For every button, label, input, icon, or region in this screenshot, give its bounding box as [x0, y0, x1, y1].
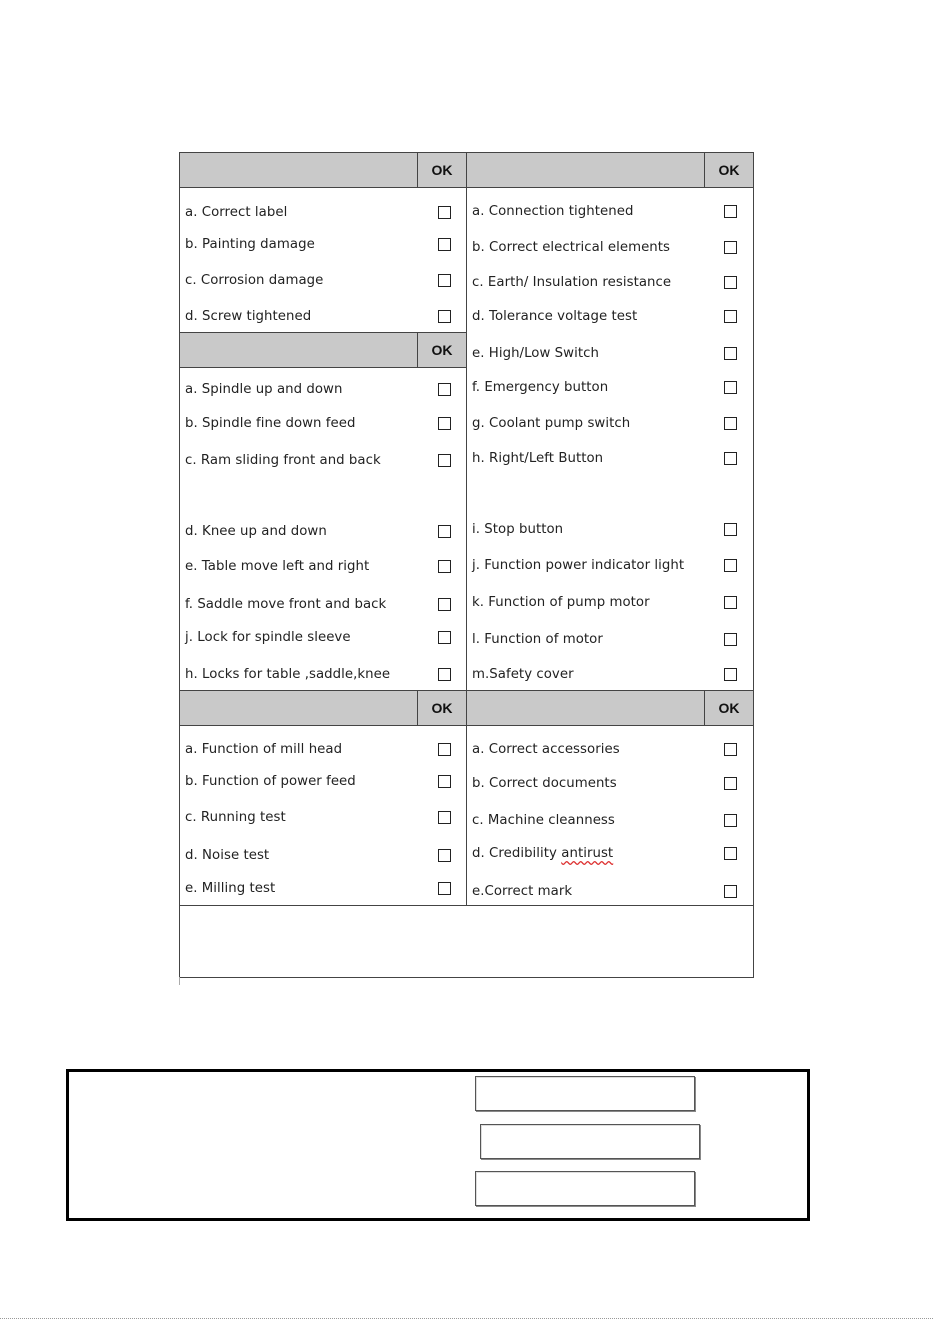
left-column	[180, 153, 467, 905]
ok-checkbox[interactable]	[724, 743, 737, 756]
ok-checkbox[interactable]	[438, 598, 451, 611]
checklist-item	[180, 594, 466, 616]
right-column	[467, 153, 753, 905]
ok-checkbox[interactable]	[724, 559, 737, 572]
ok-checkbox[interactable]	[438, 811, 451, 824]
checklist-item	[180, 664, 466, 686]
ok-checkbox[interactable]	[438, 525, 451, 538]
section-header-right-2	[467, 690, 753, 726]
checklist-item	[180, 556, 466, 578]
checklist-item-label: j. Function power indicator light	[472, 558, 685, 573]
ok-checkbox[interactable]	[438, 417, 451, 430]
checklist-item-label: c. Ram sliding front and back	[185, 453, 381, 468]
checklist-item	[180, 413, 466, 435]
input-field-1[interactable]	[475, 1076, 695, 1111]
checklist-item-label: e. High/Low Switch	[472, 346, 599, 361]
checklist-item	[467, 306, 753, 328]
checklist-item	[467, 629, 753, 651]
checklist-item-label: g. Coolant pump switch	[472, 416, 631, 431]
ok-checkbox[interactable]	[438, 882, 451, 895]
checklist-item	[467, 592, 753, 614]
checklist-item-label: a. Correct accessories	[472, 742, 620, 757]
ok-checkbox[interactable]	[438, 849, 451, 862]
checklist-item-label: a. Function of mill head	[185, 742, 343, 757]
checklist-item-label: i. Stop button	[472, 522, 564, 537]
checklist-item-label: l. Function of motor	[472, 632, 603, 647]
checklist-item-label: d. Screw tightened	[185, 309, 312, 324]
checklist-item-label: e. Table move left and right	[185, 559, 370, 574]
checklist-item	[180, 771, 466, 793]
checklist-item-label: b. Spindle fine down feed	[185, 416, 356, 431]
checklist-item-label: e. Milling test	[185, 881, 276, 896]
checklist-item	[467, 555, 753, 577]
checklist-item	[467, 810, 753, 832]
checklist-item	[180, 845, 466, 867]
ok-checkbox[interactable]	[724, 241, 737, 254]
checklist-item	[180, 878, 466, 900]
ok-checkbox[interactable]	[724, 847, 737, 860]
input-field-2[interactable]	[480, 1124, 700, 1159]
checklist-item-label: b. Function of power feed	[185, 774, 356, 789]
ok-checkbox[interactable]	[724, 668, 737, 681]
checklist-item-label: d. Knee up and down	[185, 524, 327, 539]
signature-box	[66, 1069, 810, 1221]
checklist-item-label: h. Right/Left Button	[472, 451, 604, 466]
ok-checkbox[interactable]	[724, 596, 737, 609]
checklist-item	[467, 664, 753, 686]
ok-checkbox[interactable]	[438, 775, 451, 788]
checklist-item-label: k. Function of pump motor	[472, 595, 650, 610]
checklist-item	[180, 306, 466, 328]
checklist-item	[467, 272, 753, 294]
ok-checkbox[interactable]	[438, 454, 451, 467]
section-header-left-3	[180, 690, 466, 726]
ok-checkbox[interactable]	[724, 347, 737, 360]
checklist-item-label: e.Correct mark	[472, 884, 573, 899]
checklist-item	[180, 521, 466, 543]
checklist-item	[467, 881, 753, 903]
checklist-item-label: m.Safety cover	[472, 667, 574, 682]
checklist-item-label: c. Earth/ Insulation resistance	[472, 275, 672, 290]
label-text: d. Credibility	[472, 846, 562, 861]
ok-column-header: OK	[704, 691, 753, 725]
checklist-table	[179, 152, 754, 978]
page-edge-divider	[0, 1318, 933, 1319]
ok-checkbox[interactable]	[724, 205, 737, 218]
ok-checkbox[interactable]	[438, 310, 451, 323]
checklist-item	[180, 234, 466, 256]
ok-checkbox[interactable]	[724, 523, 737, 536]
checklist-item-label: j. Lock for spindle sleeve	[185, 630, 351, 645]
checklist-item-label: d. Noise test	[185, 848, 270, 863]
checklist-item	[467, 201, 753, 223]
ok-column-header: OK	[704, 153, 753, 187]
checklist-item	[467, 448, 753, 470]
ok-checkbox[interactable]	[438, 238, 451, 251]
ok-checkbox[interactable]	[724, 381, 737, 394]
ok-checkbox[interactable]	[438, 743, 451, 756]
checklist-item-label: a. Connection tightened	[472, 204, 634, 219]
checklist-item-label: a. Correct label	[185, 205, 288, 220]
checklist-item-label: f. Emergency button	[472, 380, 609, 395]
ok-column-header: OK	[417, 333, 466, 367]
checklist-item-label: d. Tolerance voltage test	[472, 309, 638, 324]
checklist-item-label: b. Correct electrical elements	[472, 240, 671, 255]
ok-checkbox[interactable]	[724, 777, 737, 790]
checklist-item-label: c. Machine cleanness	[472, 813, 615, 828]
section-header-left-1	[180, 152, 466, 188]
checklist-item-label: a. Spindle up and down	[185, 382, 343, 397]
spellcheck-word: antirust	[561, 846, 614, 861]
checklist-item	[180, 807, 466, 829]
checklist-item-label	[472, 843, 613, 865]
ok-checkbox[interactable]	[724, 633, 737, 646]
ok-checkbox[interactable]	[438, 274, 451, 287]
ok-checkbox[interactable]	[438, 383, 451, 396]
checklist-item-label: b. Correct documents	[472, 776, 617, 791]
checklist-item	[467, 413, 753, 435]
ok-checkbox[interactable]	[438, 668, 451, 681]
checklist-item-label: h. Locks for table ,saddle,knee	[185, 667, 391, 682]
checklist-item	[467, 843, 753, 865]
input-field-3[interactable]	[475, 1171, 695, 1206]
checklist-item	[180, 739, 466, 761]
margin-mark	[179, 977, 180, 985]
checklist-item	[467, 773, 753, 795]
checklist-item-label: f. Saddle move front and back	[185, 597, 387, 612]
checklist-item	[467, 739, 753, 761]
ok-checkbox[interactable]	[438, 206, 451, 219]
ok-checkbox[interactable]	[438, 631, 451, 644]
section-header-right-1	[467, 152, 753, 188]
checklist-item	[467, 519, 753, 541]
ok-checkbox[interactable]	[724, 452, 737, 465]
checklist-item-label: b. Painting damage	[185, 237, 315, 252]
ok-checkbox[interactable]	[724, 276, 737, 289]
remarks-area[interactable]	[180, 905, 753, 977]
checklist-item-label: c. Running test	[185, 810, 286, 825]
checklist-item	[467, 377, 753, 399]
ok-checkbox[interactable]	[724, 885, 737, 898]
ok-column-header: OK	[417, 153, 466, 187]
checklist-item	[467, 237, 753, 259]
ok-checkbox[interactable]	[724, 417, 737, 430]
ok-checkbox[interactable]	[724, 814, 737, 827]
checklist-item	[180, 450, 466, 472]
ok-checkbox[interactable]	[438, 560, 451, 573]
checklist-item	[180, 202, 466, 224]
checklist-item	[467, 343, 753, 365]
checklist-item	[180, 627, 466, 649]
checklist-item	[180, 379, 466, 401]
checklist-item	[180, 270, 466, 292]
checklist-item-label: c. Corrosion damage	[185, 273, 324, 288]
ok-column-header: OK	[417, 691, 466, 725]
ok-checkbox[interactable]	[724, 310, 737, 323]
section-header-left-2	[180, 332, 466, 368]
